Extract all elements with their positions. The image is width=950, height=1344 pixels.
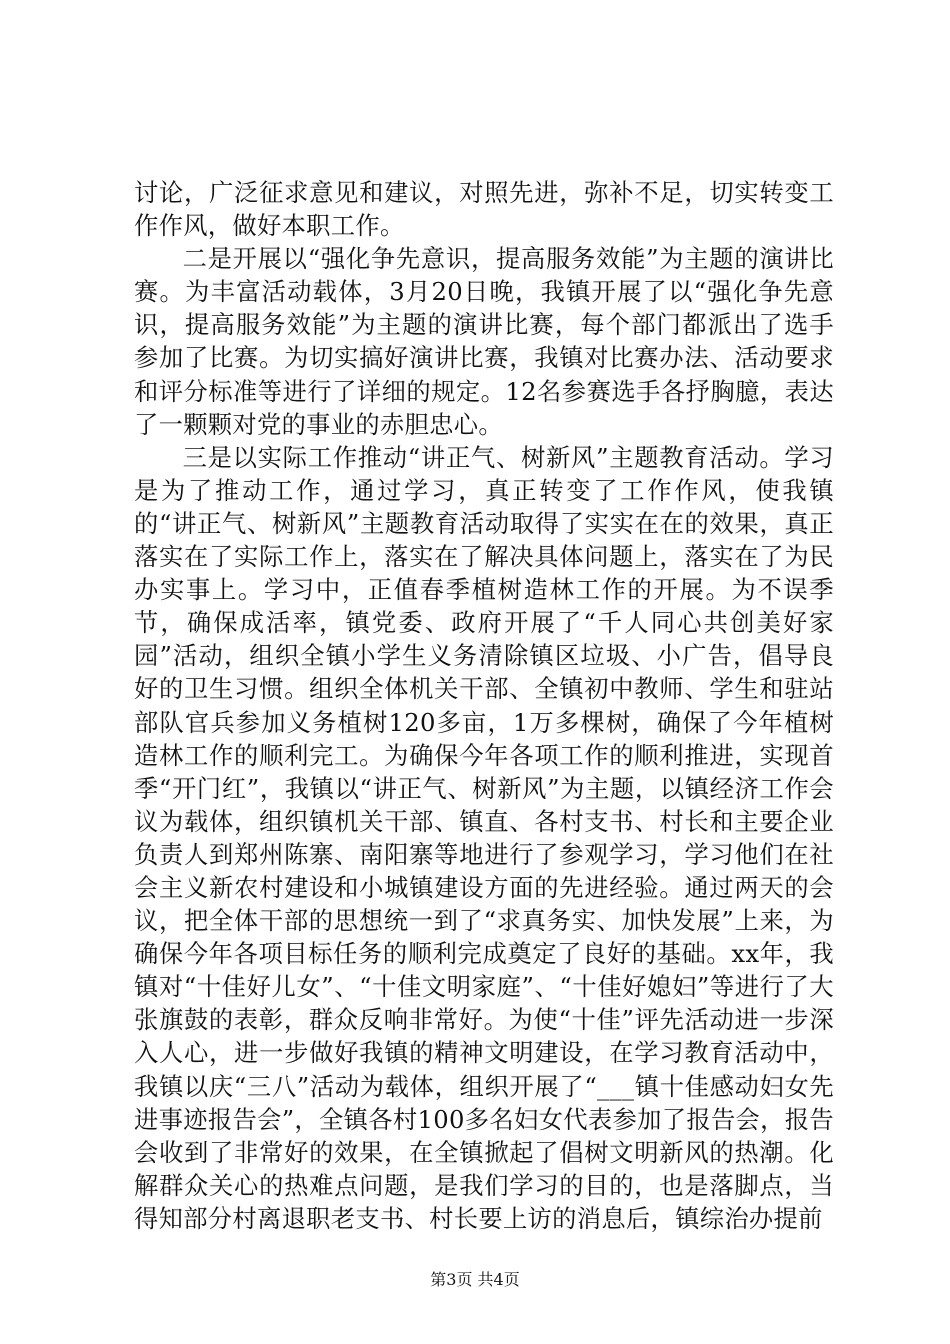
document-body <box>134 176 834 1235</box>
paragraph-speech-contest: 二是开展以“强化争先意识，提高服务效能”为主题的演讲比赛。为丰富活动载体，3月20日晚，我镇开展了以“强化争先意识，提高服务效能”为主题的演讲比赛，每个部门都派出了选手参加了比赛。为切实搞好演讲比赛，我镇对比赛办法、活动要求和评分标准等进行了详细的规定。12名参赛选手各抒胸臆，表达了一颗颗对党的事业的赤胆忠心。 <box>134 244 834 439</box>
paragraph-continuation: 讨论，广泛征求意见和建议，对照先进，弥补不足，切实转变工作作风，做好本职工作。 <box>134 178 834 241</box>
paragraph-education-activity: 三是以实际工作推动“讲正气、树新风”主题教育活动。学习是为了推动工作，通过学习，真正转变了工作作风，使我镇的“讲正气、树新风”主题教育活动取得了实实在在的效果，真正落实在了实际工作上，落实在了解决具体问题上，落实在了为民办实事上。学习中，正值春季植树造林工作的开展。为不误季节，确保成活率，镇党委、政府开展了“千人同心共创美好家园”活动，组织全镇小学生义务清除镇区垃圾、小广告，倡导良好的卫生习惯。组织全体机关干部、全镇初中教师、学生和驻站部队官兵参加义务植树120多亩，1万多棵树，确保了今年植树造林工作的顺利完工。为确保今年各项工作的顺利推进，实现首季“开门红”，我镇以“讲正气、树新风”为主题，以镇经济工作会议为载体，组织镇机关干部、镇直、各村支书、村长和主要企业负责人到郑州陈寨、南阳寨等地进行了参观学习，学习他们在社会主义新农村建设和小城镇建设方面的先进经验。通过两天的会议，把全体干部的思想统一到了“求真务实、加快发展”上来，为确保今年各项目标任务的顺利完成奠定了良好的基础。xx年，我镇对“十佳好儿女”、“十佳文明家庭”、“十佳好媳妇”等进行了大张旗鼓的表彰，群众反响非常好。为使“十佳”评先活动进一步深入人心，进一步做好我镇的精神文明建设，在学习教育活动中，我镇以庆“三八”活动为载体，组织开展了“___镇十佳感动妇女先进事迹报告会”，全镇各村100多名妇女代表参加了报告会，报告会收到了非常好的效果，在全镇掀起了倡树文明新风的热潮。化解群众关心的热难点问题，是我们学习的目的，也是落脚点，当得知部分村离退职老支书、村长要上访的消息后，镇综治办提前 <box>134 442 834 1233</box>
page-footer: 第3页 共4页 <box>430 1270 520 1289</box>
